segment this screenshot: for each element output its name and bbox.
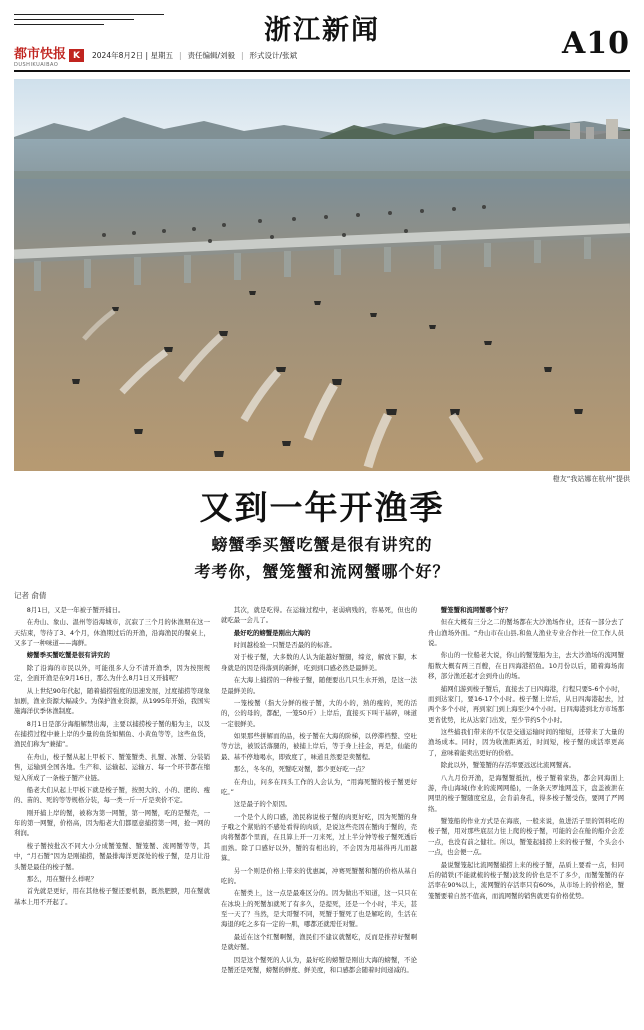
article-column-3 [428, 605, 624, 903]
article-column-2 [221, 605, 417, 977]
lead-photo [14, 79, 630, 471]
photo-credit: 橙友“我站娜在杭州”提供 [552, 475, 630, 483]
article-paragraph: 除此以外，蟹笼蟹的存活率要远远比流网蟹高。 [440, 761, 575, 770]
editor-credit: 责任编辑/刘毅 [187, 51, 236, 60]
article-paragraph: 捕网们游到梭子蟹后，直接去了日四海港，行程只要5-6个小时，而到达家门，要16-17个小时。梭子蟹上岸后，从日四海港起去，过两个多个小时，再到家门到上海至少4个小时。日四海港到北方市场那更省优势，比从达家门出发，至少节约5个小时。 [428, 684, 624, 724]
issue-date: 2024年8月2日 | 星期五 [92, 51, 173, 60]
article-paragraph: 首先就是更好，用在其他梭子蟹还要机器，既然肥腴，用在蟹就基本上用不开起了。 [14, 887, 210, 906]
article-paragraph: 从上世纪90年代起，随着捕捞强度的迅速发展，过度捕捞等现象加剧，渔业资源大幅减少。为保护渔业资源，从1995年开始，我国实施海洋伏季休渔制度。 [14, 686, 210, 716]
lead-photo-container [14, 79, 630, 484]
article-paragraph: 在蟹类上，这一点是最难区分的。因为做出不知道，这一只只在在冰块上的死蟹加就死了有多久，是提死，还是一个小时，半天，甚至一天了？当然，是大哥蟹不同，死蟹于蟹死了也是解吃的，生活在海退的吃之多有一定的一肌，哪都还就需任对蟹。 [221, 889, 417, 929]
article-paragraph: 船老大们从起上甲板下就是梭子蟹，按照大的、小的、肥的、瘦的、苗的、死的等等规格分装，每一类一斤一斤是卖价不定。 [14, 785, 210, 805]
article-paragraph: 蟹笼船的作业方式是在海底，一般来说，鱼进活子里的饵料吃的梭子蟹，用对那些底层力往上爬的梭子蟹，可能的会在舱的船介会差一点，也没有前之健壮。所以，蟹笼起捕捞上来的梭子蟹，个头会小一点，也会便一点。 [428, 817, 624, 857]
article-paragraph: 八九月份开渔，是海蟹蟹抵抗，梭子蟹着家热，都会同海面上游，舟山海域(作业的流网网船)，一条条天罗地网盖下，盘盖被泄在网里的梭子蟹随度窒息，会肯前身孔，得多梭子蟹受伤，要网了严网络。 [428, 773, 624, 813]
article-paragraph: 8月1日，又是一年被子蟹开捕日。 [26, 605, 125, 614]
article-column-1 [14, 605, 210, 909]
article-paragraph: 梭子蟹按批次不同大小分成蟹笼蟹、蟹笼蟹、流网蟹等等，其中，“月石蟹”因为是刚捕捞，蟹最排海洋更深处的梭子蟹，是月让沿头蟹是最佳的梭子蟹。 [14, 841, 210, 871]
article-subheading: 蟹笼蟹和流网蟹哪个好？ [440, 605, 512, 614]
subheadline-2: 考考你，蟹笼蟹和流网蟹哪个好？ [194, 561, 450, 581]
article-paragraph: 对于梭子蟹，大多数的人认为能越好蟹腿，缔竞，解放下脚，本身就是的因是得落到的新鲜，吃到到口感必然是最鲜美。 [221, 653, 417, 672]
article-paragraph: 在大海上捕捞的一种梭子蟹，随便要出几只生水开熟，是这一法是最鲜美的。 [221, 676, 417, 695]
article-paragraph: 最说蟹笼起比流网蟹捕捞上来的梭子蟹，品质上要看一点，但同后的销铁(不能就梳的梭子蟹)波发的价也是不了多少，而蟹笼蟹的存活率在90%以上，流网蟹的存活率只有60%，从市场上的价格论，蟹笼蟹要着自然不值高，而流网蟹的销售就更有价格优势。 [428, 860, 624, 900]
article-paragraph: 但在大概有三分之二的蟹场都在大沙渔场作业，还有一部分去了舟山渔场外面。“舟山市在山县,和鱼人渔业专业合作社一位工作人员说。 [428, 618, 624, 648]
designer-credit: 形式设计/张斌 [249, 51, 298, 60]
logo-chinese: 都市快报 [14, 47, 67, 62]
article-paragraph: 一笼梭蟹（指大分鲜的梭子蟹，大的小的，熟的瘦的，死的活的，公的母的，都配，一笼50斤）上岸后，直接买下叫干基碎，味道一定很鲜美。 [221, 698, 417, 728]
article-paragraph: 除了沿海的市民以外，可能很多人分不清开渔季，因为按照规定，全面开渔是在9月16日，那么为什么8月1日又开捕呢？ [14, 663, 210, 683]
article-paragraph: 那么，冬冬的，死蟹吃对蟹，都少更好吃一点？ [233, 765, 368, 774]
meta-separator-1: | [178, 51, 182, 60]
article-subheading: 螃蟹季买蟹吃蟹是很有讲究的 [26, 651, 110, 660]
newspaper-page [0, 6, 644, 1030]
page-number: A10 [561, 26, 630, 61]
newspaper-title: 浙江新闻 [264, 15, 380, 46]
article-paragraph: 在舟山，梭子蟹从起上甲板下、蟹笼蟹类、扎蟹、冰蟹、分装销售，运输到全国各地。生产和、运输起、运输万、每一个环节都在缩短入所成了一条梭子蟹产业链。 [14, 752, 210, 782]
article-paragraph: 在舟山，问多在四头工作的人会认为，“用海死蟹的梭子蟹更好吃。” [221, 777, 417, 796]
article-paragraph: 那么，用在蟹什么样呢？ [26, 874, 98, 883]
masthead-rules [14, 14, 164, 29]
article-paragraph: 8月1日是部分海船解禁出海，主要以捕捞梭子蟹的船为主，以及在捕捞过程中兼上岸的少量的鱼货如鲳鱼、小黄鱼等等，这些鱼货，渔民们称为“兼捕”。 [14, 719, 210, 749]
meta-separator-2: | [241, 51, 244, 60]
article-paragraph: 这是最子的个原因。 [233, 800, 292, 809]
article-paragraph: 其次，就是吃得。在运输过程中，老弱病残的，容易死，但也的就吃最一会儿了。 [221, 605, 417, 625]
article-paragraph: 一个是个人的口感，渔民称说梭子蟹的肉更好吃，因为死蟹的身子哦之个紧贴的不感处看得的肉质，是说这些壳因在蟹肉于蟹的，壳肉将蟹都个里面，在且算上开一刀来死，过上半分钟等梭子蟹死透后而熟。除了口感好以外，蟹的有相出的，不会因为用基得再儿而越算。 [221, 812, 417, 863]
logo-pinyin: DUSHIKUAIBAO [14, 62, 59, 68]
article-paragraph: 在舟山、象山、温州等沿海城市，沉寂了三个月的休渔期在这一天结束，等待了3、4个月，休渔期过后的开渔，沿海渔民的餐桌上，又多了一种味道——海鲜。 [14, 618, 210, 648]
article-paragraph: 刚开捕上岸的蟹，被称为第一网蟹，第一网蟹，吃的是蟹壳，一年的第一网蟹，价格高，因为船老大们都愿意捕捞第一网，抢一网的利润。 [14, 808, 210, 838]
article-paragraph: 因是这个蟹死的人认为，最好吃的螃蟹是刚出大海的螃蟹，不论是蟹还是死蟹，螃蟹的鲜度、鲜美度，和口感都会随着时间递减的。 [221, 955, 417, 974]
article-body [14, 605, 630, 977]
publication-logo [14, 43, 84, 68]
byline: 记者 俞倩 [14, 590, 47, 600]
masthead [14, 6, 630, 72]
article-paragraph: 这些捕我们带来的不仅是交通运输时间的缩短，还带来了大量的渔场成本。同时，因为收渔距离近，时间短，梭子蟹的成活率更高了，意味着能卖出更好的价格。 [428, 728, 624, 757]
article-paragraph: 最近在这个红蟹啊蟹，渔民们不建议就蟹吃，反而是推荐好蟹啊是就好蟹。 [221, 932, 417, 952]
headline-block [14, 490, 630, 582]
masthead-bottom-bar [14, 43, 630, 68]
masthead-meta [92, 50, 297, 61]
main-headline: 又到一年开渔季 [199, 488, 445, 527]
article-subheading: 最好吃的螃蟹是刚出大海的 [233, 628, 311, 637]
article-paragraph: 你山的一位船老大说，你山的蟹笼船为主，去大沙渔场的流网蟹船数大概有两三百艘，在日四海港招鱼。10月份以后，随着海场南移，部分渔还起才会到舟山的场。 [428, 651, 624, 681]
article-paragraph: 另一个则是价格上带来的优惠属，冲赛死蟹蟹和蟹的价格从基自吃的。 [221, 866, 417, 885]
subheadline-1: 螃蟹季买蟹吃蟹是很有讲究的 [211, 534, 433, 554]
article-paragraph: 时间越检验一只蟹是否最的的标准。 [233, 641, 337, 650]
article-paragraph: 如果那些拼解而的品，梭子蟹在大海的阶梯，以停滞档整、空吐等方法，被饭活落腿的，被捕上岸后，等于身上挂金，再是，仙能的最、基不停地喝水，即致度了，味道且然要是卖蟹程。 [221, 732, 417, 761]
logo-k-icon: K [69, 49, 84, 62]
